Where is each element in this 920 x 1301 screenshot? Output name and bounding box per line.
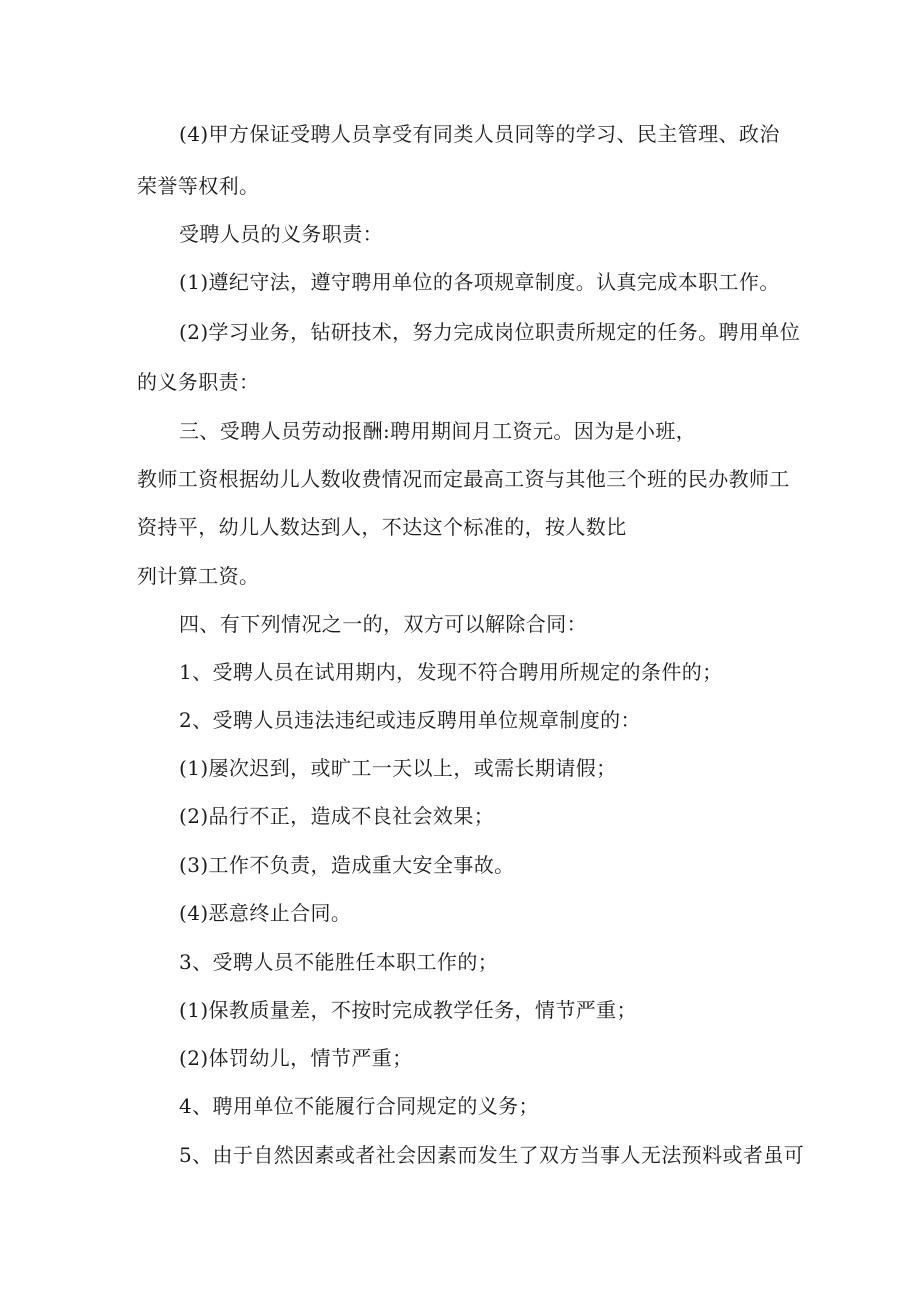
paragraph-line: 四、有下列情况之一的，双方可以解除合同：: [179, 612, 587, 636]
paragraph-line: (2)品行不正，造成不良社会效果；: [179, 804, 495, 828]
paragraph-line: (2)学习业务，钻研技术，努力完成岗位职责所规定的任务。聘用单位: [179, 320, 801, 344]
paragraph-line: 4、聘用单位不能履行合同规定的义务；: [179, 1094, 539, 1118]
paragraph-line: (4)甲方保证受聘人员享受有同类人员同等的学习、民主管理、政治: [179, 122, 780, 146]
paragraph-line: 3、受聘人员不能胜任本职工作的；: [179, 950, 499, 974]
paragraph-line: 列计算工资。: [137, 564, 260, 588]
paragraph-line: (2)体罚幼儿，情节严重；: [179, 1046, 413, 1070]
paragraph-line: 的义务职责：: [137, 370, 260, 394]
paragraph-line: 受聘人员的义务职责：: [179, 222, 383, 246]
paragraph-line: 三、受聘人员劳动报酬:聘用期间月工资元。因为是小班，: [179, 419, 697, 443]
paragraph-line: 1、受聘人员在试用期内，发现不符合聘用所规定的条件的；: [179, 660, 723, 684]
paragraph-line: (4)恶意终止合同。: [179, 901, 352, 925]
paragraph-line: 5、由于自然因素或者社会因素而发生了双方当事人无法预料或者虽可: [179, 1143, 805, 1167]
paragraph-line: (1)屡次迟到，或旷工一天以上，或需长期请假；: [179, 756, 617, 780]
paragraph-line: (3)工作不负责，造成重大安全事故。: [179, 853, 515, 877]
paragraph-line: 教师工资根据幼儿人数收费情况而定最高工资与其他三个班的民办教师工: [137, 467, 790, 491]
paragraph-line: (1)遵纪守法，遵守聘用单位的各项规章制度。认真完成本职工作。: [179, 270, 780, 294]
paragraph-line: 2、受聘人员违法违纪或违反聘用单位规章制度的：: [179, 708, 641, 732]
paragraph-line: (1)保教质量差，不按时完成教学任务，情节严重；: [179, 998, 637, 1022]
paragraph-line: 荣誉等权利。: [137, 174, 260, 198]
paragraph-line: 资持平，幼儿人数达到人，不达这个标准的，按人数比: [137, 515, 627, 539]
